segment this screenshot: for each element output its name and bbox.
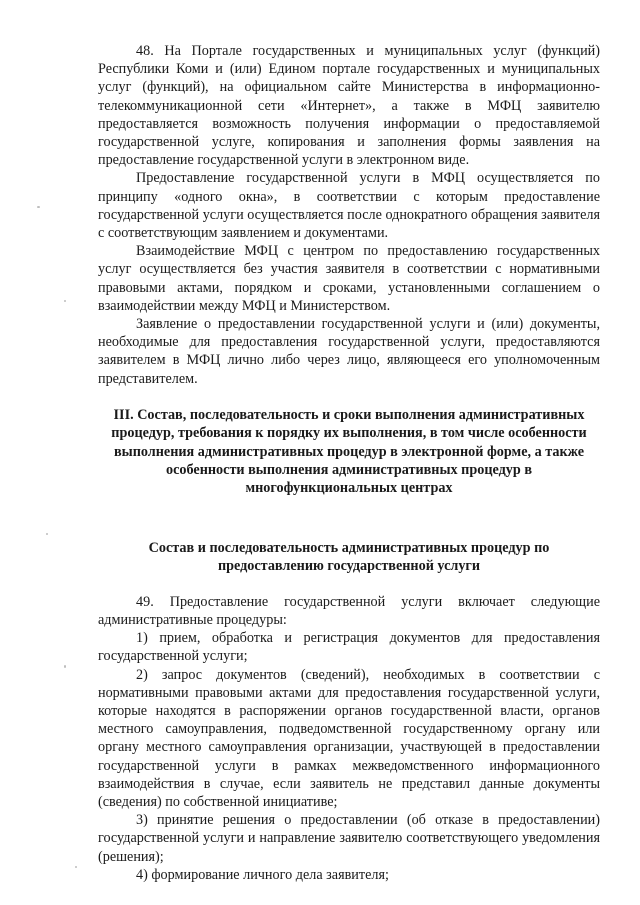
list-item-3: 3) принятие решения о предоставлении (об отказе в предоставлении) государственной услуги и направление заявителю соответствующего уведомления (решения); xyxy=(98,812,600,865)
section-heading: III. Состав, последовательность и сроки выполнения административных процедур, требования к порядку их выполнения, в том числе особенности выполнения административных процедур в электронной форме, а также особенности выполнения административных процедур в многофункциональных центрах xyxy=(111,406,587,497)
scan-speck xyxy=(64,665,66,668)
scan-speck xyxy=(64,300,66,302)
scan-speck xyxy=(75,866,77,868)
document-body xyxy=(98,42,600,884)
list-item-1: 1) прием, обработка и регистрация документов для предоставления государственной услуги; xyxy=(98,630,600,665)
list-item-4: 4) формирование личного дела заявителя; xyxy=(136,866,389,883)
scan-speck xyxy=(46,533,48,535)
paragraph-mfc-one-window: Предоставление государственной услуги в МФЦ осуществляется по принципу «одного окна», в соответствии с которым предоставление государственной услуги осуществляется после однократного обращения заявителя с соответствующим заявлением и документами. xyxy=(98,170,600,242)
paragraph-49: 49. Предоставление государственной услуги включает следующие административные процедуры: xyxy=(98,593,600,628)
paragraph-mfc-interaction: Взаимодействие МФЦ с центром по предоставлению государственных услуг осуществляется без участия заявителя в соответствии с нормативными правовыми актами, порядком и сроками, установленными соглашением о взаимодействии между МФЦ и Министерством. xyxy=(98,243,600,314)
subsection-heading: Состав и последовательность административных процедур по предоставлению государственной услуги xyxy=(148,539,550,575)
scan-speck xyxy=(37,206,40,208)
list-item-2: 2) запрос документов (сведений), необходимых в соответствии с нормативными правовыми актами для предоставления государственной услуги, которые находятся в распоряжении органов государственной власти, органов местного самоуправления, подведомственной государственному органу или органу местного самоуправления организации, участвующей в предоставлении государственной услуги в рамках межведомственного информационного взаимодействия в случае, если заявитель не представил данные документы (сведения) по собственной инициативе; xyxy=(98,666,600,810)
paragraph-application-submission: Заявление о предоставлении государственной услуги и (или) документы, необходимые для предоставления государственной услуги, предоставляются заявителем в МФЦ лично либо через лицо, являющееся его уполномоченным представителем. xyxy=(98,316,600,387)
paragraph-48: 48. На Портале государственных и муниципальных услуг (функций) Республики Коми и (или) Едином портале государственных и муниципальных услуг (функций), на официальном сайте Министерства в информационно-телекоммуникационной сети «Интернет», а также в МФЦ заявителю предоставляется возможность получения информации о предоставляемой государственной услуге, копирования и заполнения формы заявления на предоставление государственной услуги в электронном виде. xyxy=(98,43,600,169)
